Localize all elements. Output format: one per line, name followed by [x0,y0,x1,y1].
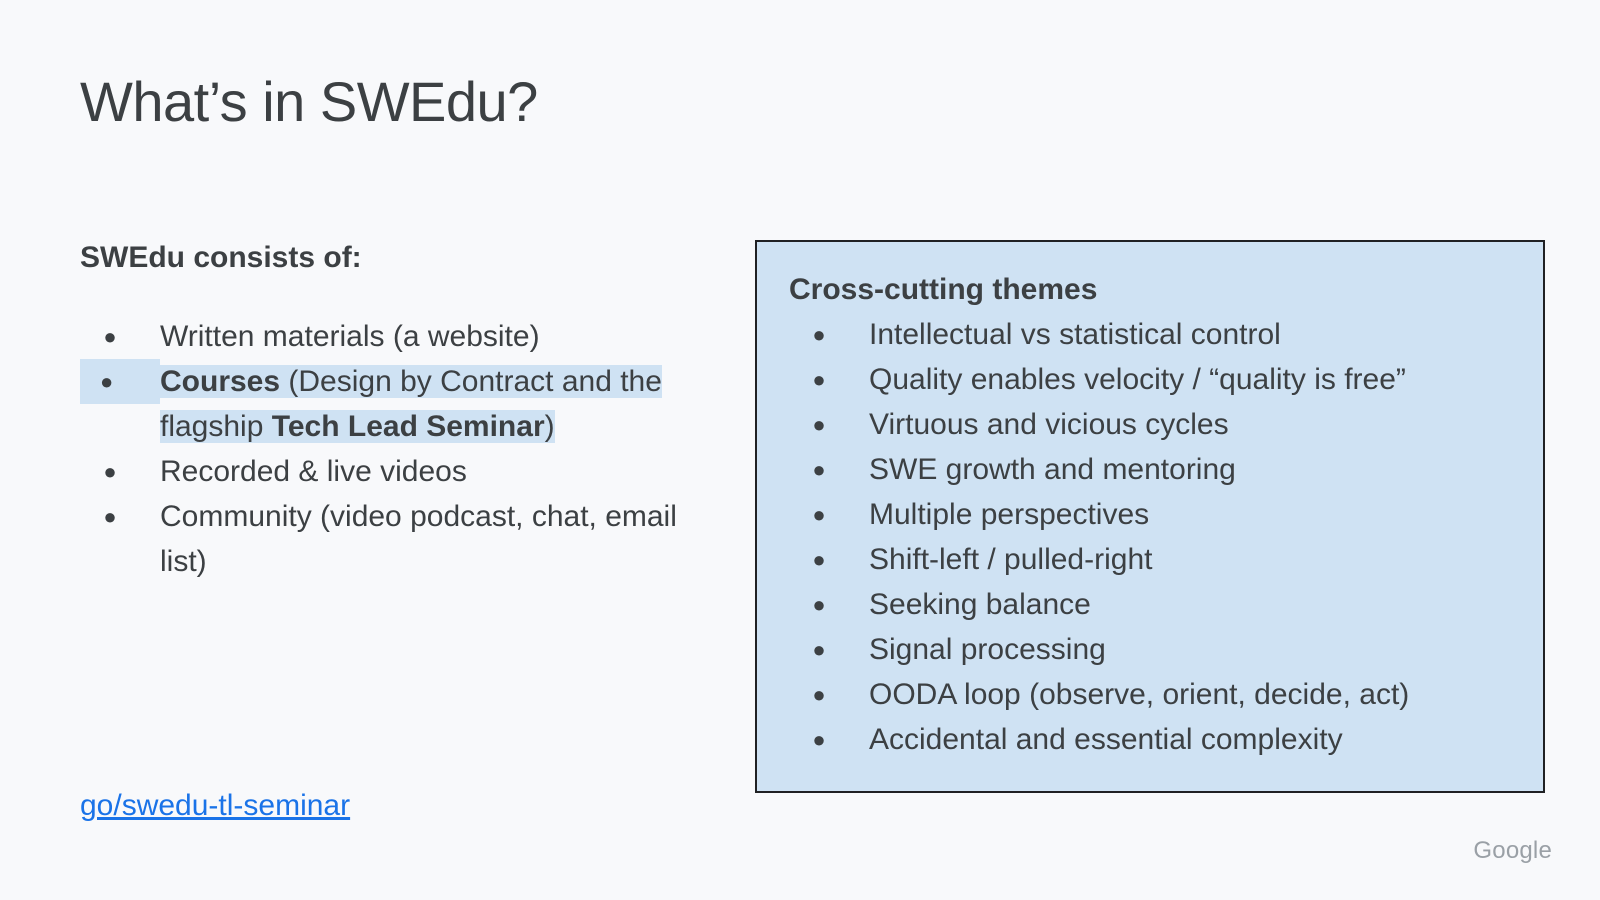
courses-line-1 [160,365,662,398]
themes-box [755,240,1545,793]
theme-text: Seeking balance [869,588,1091,621]
swedu-tl-seminar-link[interactable]: go/swedu-tl-seminar [80,789,351,822]
bullet-icon: ● [103,324,117,349]
theme-item [789,717,1409,762]
left-heading: SWEdu consists of: [80,241,362,274]
community-line-1: Community (video podcast, chat, email [160,500,677,533]
theme-item [789,357,1409,402]
list-item-text: Recorded & live videos [160,455,467,488]
bullet-icon: ● [812,322,826,347]
themes-heading: Cross-cutting themes [789,273,1098,306]
tech-lead-seminar-bold: Tech Lead Seminar [271,410,545,443]
theme-text: Accidental and essential complexity [869,723,1343,756]
left-column [80,236,720,584]
bullet-icon: ● [103,459,117,484]
theme-item [789,537,1409,582]
theme-item [789,312,1409,357]
community-line-2: list) [160,545,207,578]
bullet-icon: ● [812,682,826,707]
bullet-icon: ● [812,457,826,482]
theme-text: Virtuous and vicious cycles [869,408,1229,441]
courses-bold: Courses [160,365,281,398]
theme-text: Multiple perspectives [869,498,1150,531]
theme-item [789,582,1409,627]
bullet-icon: ● [103,504,117,529]
courses-line2-start: flagship [160,410,272,443]
google-logo: Google [1473,837,1552,864]
themes-list [789,312,1409,762]
list-item-text: Written materials (a website) [160,320,540,353]
theme-text: Signal processing [869,633,1106,666]
courses-line-2 [160,410,555,443]
bullet-icon: ● [812,502,826,527]
bullet-icon: ● [812,367,826,392]
theme-text: SWE growth and mentoring [869,453,1236,486]
theme-item [789,402,1409,447]
theme-text: Intellectual vs statistical control [869,318,1281,351]
bullet-icon: ● [812,592,826,617]
list-item [80,449,720,494]
list-item [80,494,720,584]
theme-item [789,492,1409,537]
list-item [80,314,720,359]
theme-text: Shift-left / pulled-right [869,543,1153,576]
theme-item [789,447,1409,492]
consists-of-list [80,314,720,584]
theme-text: Quality enables velocity / “quality is free” [869,363,1406,396]
bullet-icon: ● [812,547,826,572]
list-item-courses [80,359,720,449]
bullet-icon: ● [812,412,826,437]
courses-line2-end: ) [544,410,555,443]
theme-item [789,627,1409,672]
theme-text: OODA loop (observe, orient, decide, act) [869,678,1410,711]
bullet-icon: ● [812,637,826,662]
theme-item [789,672,1409,717]
bullet-icon: ● [812,727,826,752]
courses-rest: (Design by Contract and the [280,365,662,398]
slide-title: What’s in SWEdu? [80,70,538,133]
bullet-icon: ● [80,359,160,404]
